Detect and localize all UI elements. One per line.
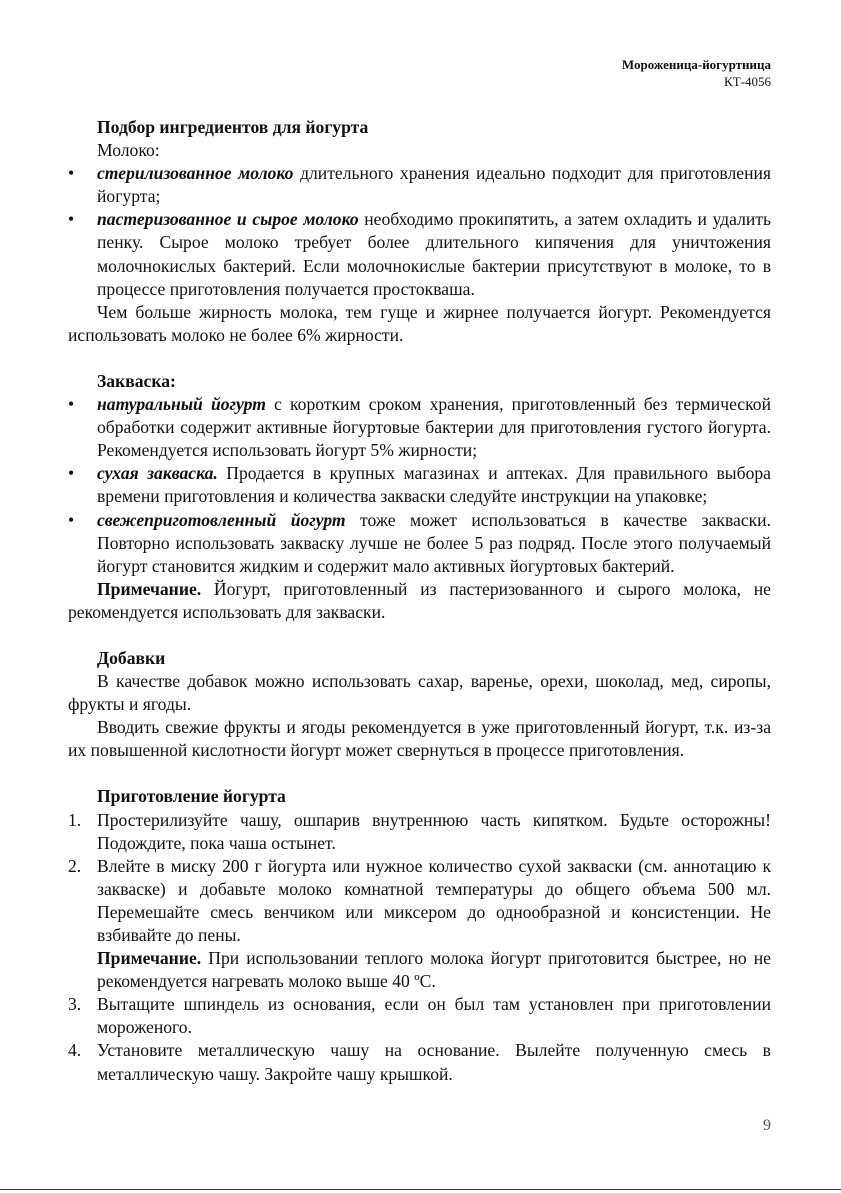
bullet: • [68,463,75,484]
step-number: 1. [68,809,82,830]
footer-divider [0,1189,841,1190]
note-label: Примечание. [97,578,202,599]
list-item [68,393,771,462]
note-label: Примечание. [97,948,202,969]
list-item [68,162,771,208]
step-number: 3. [68,994,82,1015]
step-item [68,809,771,855]
step-number: 2. [68,855,82,876]
note-paragraph [68,578,771,624]
item-text: тоже может использоваться в качестве закваски. Повторно использовать закваску лучше не более 5 раз подряд. После этого получаемый йогурт становится жидким и содержит мало активных йогуртовых бактерий. [97,509,771,576]
item-term: натуральный йогурт [97,394,266,415]
model-number: КТ-4056 [724,74,771,89]
item-text: с коротким сроком хранения, приготовленный без термической обработки содержит активные йогуртовые бактерии для приготовления густого йогурта. Рекомендуется использовать йогурт 5% жирности; [97,394,771,461]
step-item [68,855,771,947]
step-number: 4. [68,1040,82,1061]
item-term: свежеприготовленный йогурт [97,509,346,530]
milk-label: Молоко: [97,140,160,161]
paragraph: Чем больше жирность молока, тем гуще и жирнее получается йогурт. Рекомендуется использовать молоко не более 6% жирности. [68,301,771,345]
note-text: При использовании теплого молока йогурт приготовится быстрее, но не рекомендуется нагревать молоко выше 40 ºС. [97,948,771,992]
note-paragraph [97,947,771,993]
page-content [68,116,771,1086]
step-text: Влейте в миску 200 г йогурта или нужное количество сухой закваски (см. аннотацию к закваске) и добавьте молоко комнатной температуры до общего объема 500 мл. Перемешайте смесь венчиком или миксером до однообразной и консистенции. Не взбивайте до пены. [97,855,771,945]
note-text: Йогурт, приготовленный из пастеризованного и сырого молока, не рекомендуется использовать для закваски. [68,578,771,622]
item-term: пастеризованное и сырое молоко [97,209,359,230]
list-item [68,509,771,578]
bullet: • [68,163,75,184]
ingredients-heading: Подбор ингредиентов для йогурта [97,117,369,137]
item-text: длительного хранения идеально подходит для приготовления йогурта; [97,163,771,207]
item-term: сухая закваска. [97,463,218,484]
bullet: • [68,509,75,530]
list-item [68,462,771,508]
item-text: необходимо прокипятить, а затем охладить и удалить пенку. Сырое молоко требует более длительного кипячения для уничтожения молочнокислых бактерий. Если молочнокислые бактерии присутствуют в молоке, то в процессе приготовления получается простокваша. [97,209,771,299]
page-header [622,56,771,90]
product-title: Мороженица-йогуртница [621,57,771,72]
item-term: стерилизованное молоко [97,163,294,184]
step-text: Вытащите шпиндель из основания, если он был там установлен при приготовлении мороженого. [97,994,771,1038]
step-item [68,993,771,1039]
bullet: • [68,394,75,415]
item-text: Продается в крупных магазинах и аптеках. Для правильного выбора времени приготовления и количества закваски следуйте инструкции на упаковке; [97,463,771,507]
bullet: • [68,209,75,230]
preparation-heading: Приготовление йогурта [97,786,286,807]
page-number: 9 [763,1117,771,1134]
paragraph: Вводить свежие фрукты и ягоды рекомендуется в уже приготовленный йогурт, т.к. из-за их повышенной кислотности йогурт может свернуться в процессе приготовления. [68,717,771,761]
paragraph: В качестве добавок можно использовать сахар, варенье, орехи, шоколад, мед, сиропы, фрукты и ягоды. [68,671,771,715]
additives-heading: Добавки [97,647,166,668]
list-item [68,208,771,300]
starter-heading: Закваска: [97,370,176,391]
step-item [68,1039,771,1085]
step-text: Простерилизуйте чашу, ошпарив внутреннюю часть кипятком. Будьте осторожны! Подождите, пока чаша остынет. [97,809,771,853]
step-text: Установите металлическую чашу на основание. Вылейте полученную смесь в металлическую чашу. Закройте чашу крышкой. [97,1040,771,1084]
